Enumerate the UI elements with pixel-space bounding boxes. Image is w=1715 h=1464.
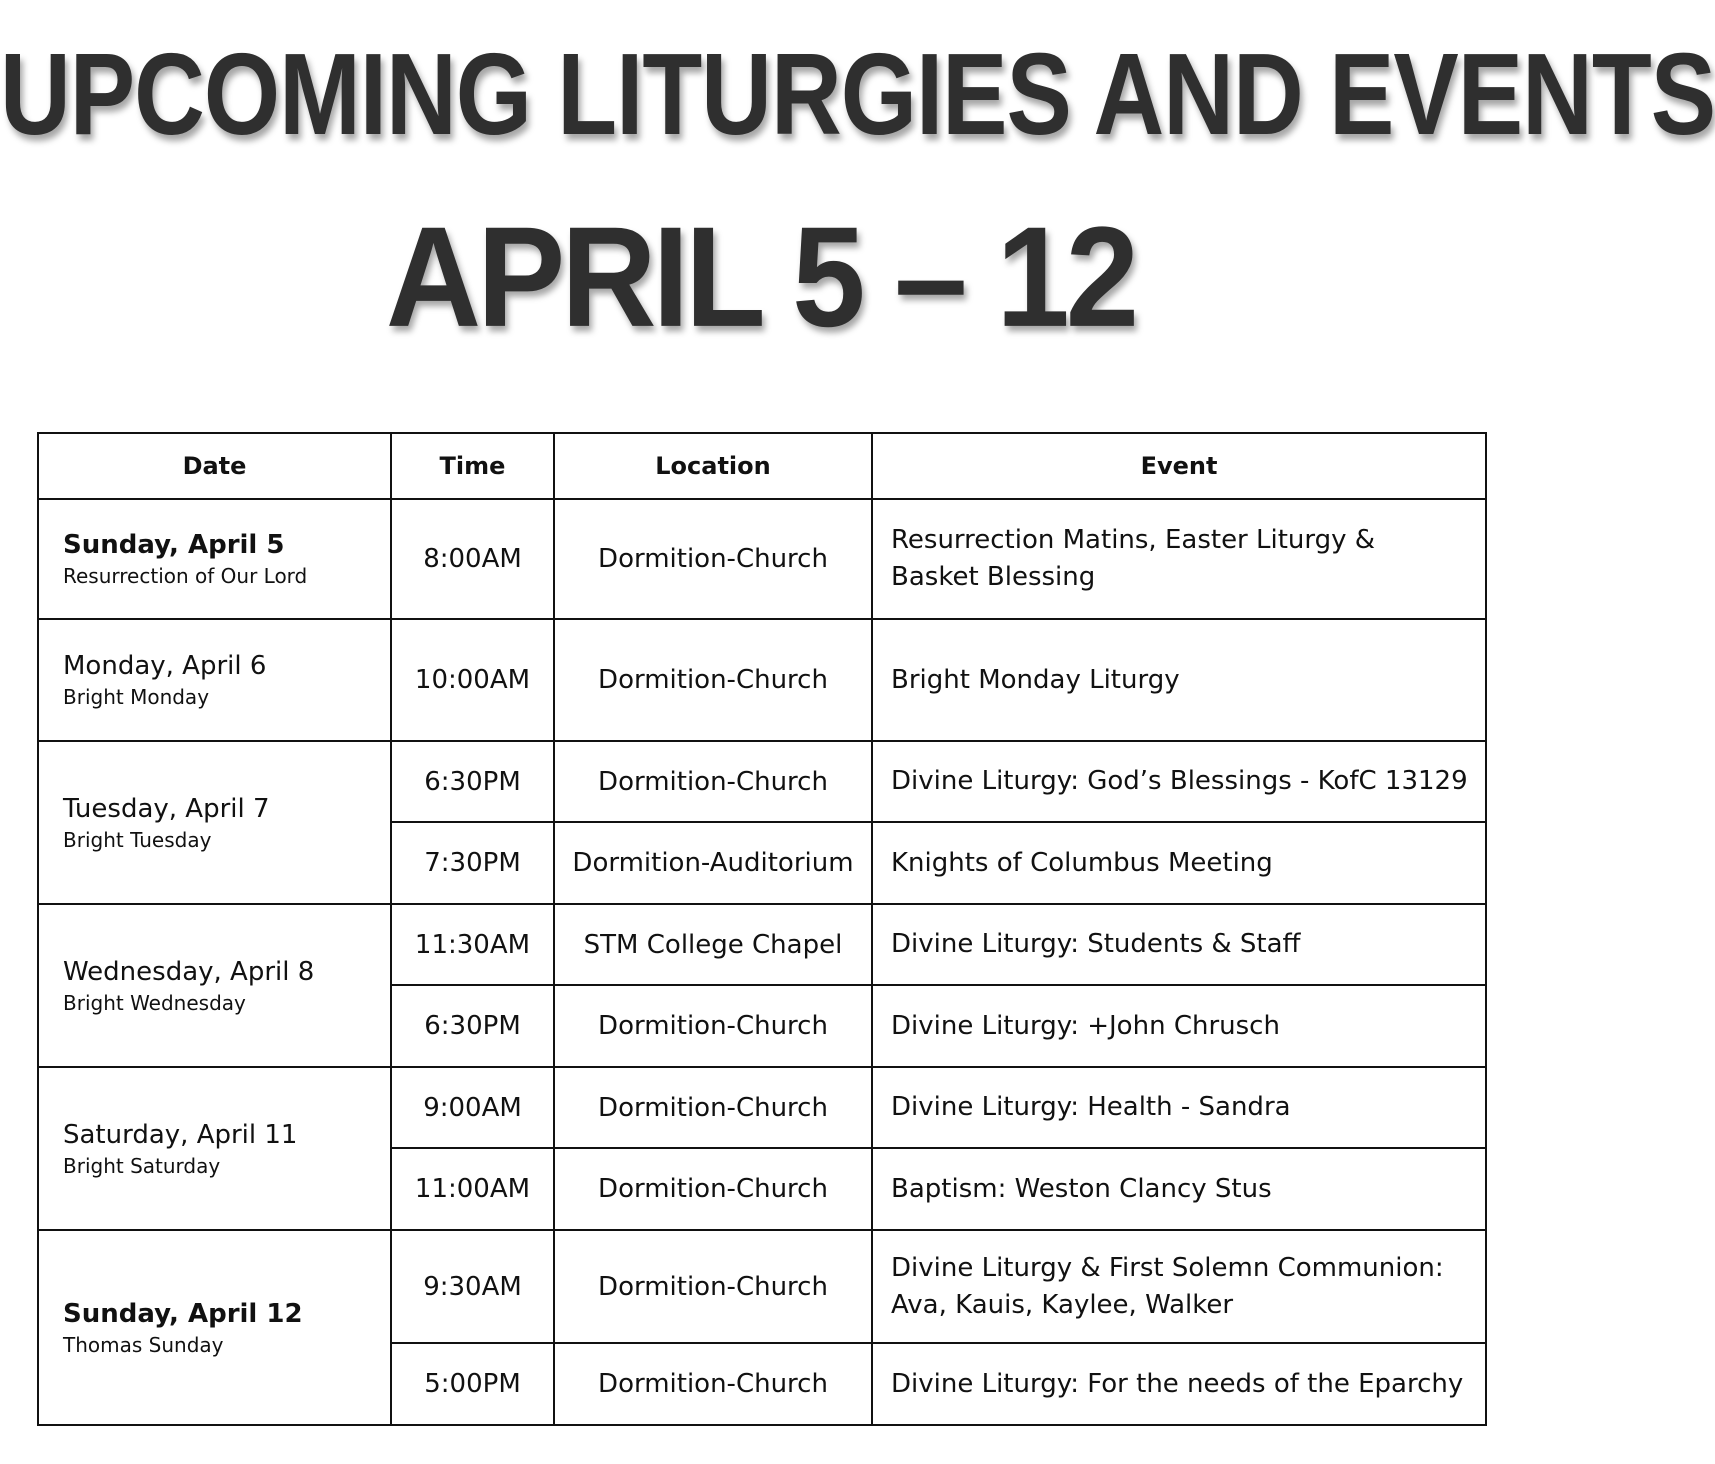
event-description: Divine Liturgy: Students & Staff [872,904,1486,985]
event-location: Dormition-Church [554,741,872,822]
day-date: Sunday, April 5 [63,530,285,560]
column-header-location: Location [554,433,872,499]
day-date: Wednesday, April 8 [63,956,315,987]
table-header-row [38,433,1486,499]
event-location: Dormition-Auditorium [554,822,872,904]
event-location: Dormition-Church [554,499,872,619]
event-time: 11:00AM [391,1148,554,1230]
column-header-time: Time [391,433,554,499]
table-row [38,1230,1486,1343]
event-description: Divine Liturgy: Health - Sandra [872,1067,1486,1148]
day-feast: Bright Wednesday [63,990,246,1015]
event-location: Dormition-Church [554,1067,872,1148]
event-time: 6:30PM [391,985,554,1067]
event-location: Dormition-Church [554,985,872,1067]
date-cell [38,1230,391,1425]
day-feast: Thomas Sunday [63,1332,224,1357]
column-header-date: Date [38,433,391,499]
event-time: 7:30PM [391,822,554,904]
event-location: Dormition-Church [554,1230,872,1343]
table-row [38,741,1486,822]
event-time: 6:30PM [391,741,554,822]
schedule-table [37,432,1487,1426]
event-description: Baptism: Weston Clancy Stus [872,1148,1486,1230]
event-description: Divine Liturgy: God’s Blessings - KofC 13129 [872,741,1486,822]
event-description: Divine Liturgy: For the needs of the Eparchy [872,1343,1486,1425]
event-description: Bright Monday Liturgy [872,619,1486,741]
table-row [38,499,1486,619]
table-row [38,619,1486,741]
day-date: Sunday, April 12 [63,1298,303,1329]
event-location: Dormition-Church [554,619,872,741]
date-cell [38,904,391,1067]
event-location: Dormition-Church [554,1343,872,1425]
day-feast: Bright Monday [63,685,210,709]
page-title: UPCOMING LITURGIES AND EVENTS [0,28,1715,159]
day-feast: Resurrection of Our Lord [63,564,308,588]
event-description: Divine Liturgy & First Solemn Communion: Ava, Kauis, Kaylee, Walker [872,1230,1486,1343]
date-cell [38,499,391,619]
event-time: 10:00AM [391,619,554,741]
event-time: 5:00PM [391,1343,554,1425]
day-date: Tuesday, April 7 [63,793,270,824]
date-cell [38,1067,391,1230]
event-description: Knights of Columbus Meeting [872,822,1486,904]
table-row [38,904,1486,985]
event-time: 8:00AM [391,499,554,619]
event-description: Resurrection Matins, Easter Liturgy & Basket Blessing [872,499,1486,619]
event-description: Divine Liturgy: +John Chrusch [872,985,1486,1067]
day-feast: Bright Saturday [63,1153,221,1178]
event-time: 11:30AM [391,904,554,985]
day-feast: Bright Tuesday [63,827,212,852]
date-range-heading: APRIL 5 – 12 [385,197,1136,357]
date-cell [38,619,391,741]
event-time: 9:30AM [391,1230,554,1343]
day-date: Saturday, April 11 [63,1119,298,1150]
event-location: Dormition-Church [554,1148,872,1230]
day-date: Monday, April 6 [63,651,267,681]
date-cell [38,741,391,904]
event-time: 9:00AM [391,1067,554,1148]
column-header-event: Event [872,433,1486,499]
schedule-body [38,499,1486,1425]
table-row [38,1067,1486,1148]
event-location: STM College Chapel [554,904,872,985]
